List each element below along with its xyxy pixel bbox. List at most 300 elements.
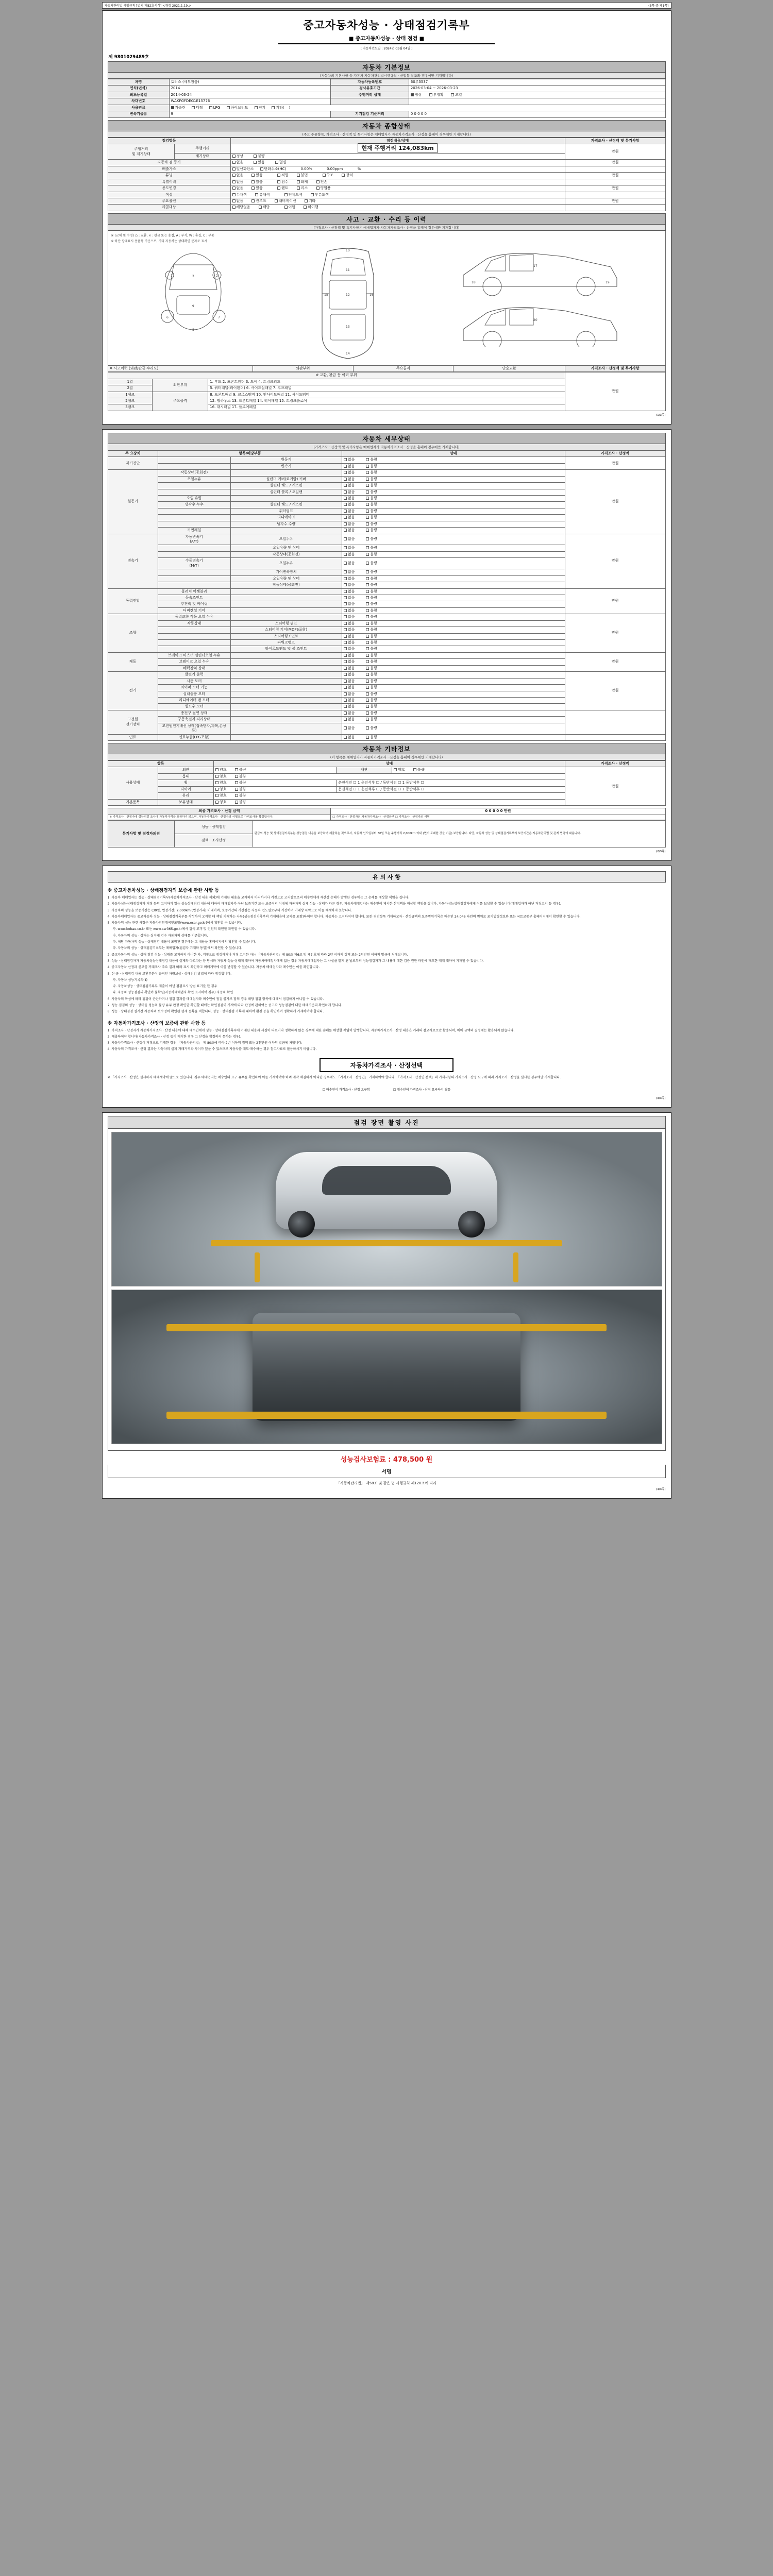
checkbox-bad-1-0[interactable]	[366, 471, 369, 474]
value-usage-change: 없음 있음 렌트 리스 영업용	[230, 185, 565, 192]
detail-state-5-0: 없음 불량	[342, 652, 565, 658]
checkbox-exterior-bad[interactable]	[235, 768, 238, 771]
checkbox-color-achromatic[interactable]	[232, 193, 236, 196]
checkbox-mileage-normal[interactable]	[411, 93, 414, 96]
checkbox-good-6-3[interactable]	[344, 692, 347, 696]
accident-parts-table	[108, 372, 666, 411]
detail-part-2-3: 수동변속기 (M/T)	[158, 558, 230, 569]
price-survey-select-title: 자동차가격조사 · 산정선택	[320, 1058, 453, 1072]
checkbox-special-total-loss[interactable]	[316, 180, 320, 183]
checkbox-bad-2-5[interactable]	[366, 577, 369, 580]
checkbox-good-1-9[interactable]	[344, 529, 347, 532]
detail-subpart-7-2	[230, 723, 342, 734]
page-tag-2: (2/3쪽)	[656, 850, 666, 853]
checkbox-wheel-good[interactable]	[215, 781, 219, 784]
checkbox-bad-1-5[interactable]	[366, 503, 369, 506]
checkbox-bad-6-5[interactable]	[366, 705, 369, 708]
notice-title: 유 의 사 항	[108, 871, 666, 883]
sheet-page-4	[102, 1112, 671, 1499]
checkbox-special-fire[interactable]	[297, 180, 300, 183]
checkbox-glass-good[interactable]	[215, 794, 219, 797]
detail-note-5: 만원	[565, 652, 665, 671]
checkbox-good-1-8[interactable]	[344, 522, 347, 526]
svg-text:19: 19	[605, 280, 610, 284]
row-items-1: 5. 쿼터패널(리어휀더) 6. 사이드실패널 7. 루프패널	[208, 385, 565, 392]
detail-subpart-6-0	[230, 672, 342, 678]
checkbox-emission-co[interactable]	[232, 167, 236, 171]
detail-group-8: 연료	[108, 734, 158, 740]
sheet-page-2	[102, 429, 671, 861]
row-items-0: 1. 후드 2. 프론트휀더 3. 도어 4. 트렁크리드	[208, 379, 565, 385]
detail-group-2: 변속기	[108, 534, 158, 588]
checkbox-fuel-electric[interactable]	[255, 106, 258, 109]
checkbox-fuel-hybrid[interactable]	[227, 106, 230, 109]
part-title: ※ 교환, 판금 등 이력 부위	[108, 372, 565, 379]
checkbox-good-2-4[interactable]	[344, 570, 347, 573]
group-lien: 자동차 검 등기	[108, 160, 230, 166]
checkbox-glass-bad[interactable]	[235, 794, 238, 797]
table-row	[108, 98, 665, 105]
checkbox-interior-bad[interactable]	[413, 768, 416, 771]
detail-state-6-3: 없음 불량	[342, 691, 565, 697]
note-usage-change: 만원	[565, 185, 665, 192]
checkbox-special-yes[interactable]	[251, 180, 255, 183]
detail-subpart-6-2	[230, 685, 342, 691]
detail-note-4: 만원	[565, 614, 665, 653]
col-header-price: 가격조사 · 산정액	[565, 450, 665, 456]
checkbox-fuel-gasoline[interactable]	[171, 106, 174, 109]
other-col-state: 상태	[214, 761, 565, 767]
page-tag-3: (3/3쪽)	[656, 1097, 666, 1100]
sheet-page-3	[102, 866, 671, 1108]
checkbox-bad-1-9[interactable]	[366, 529, 369, 532]
note-recall	[565, 205, 665, 211]
page-title: 중고자동차성능 · 상태점검기록부	[303, 19, 470, 31]
detail-part-2-4	[158, 569, 230, 575]
col-header-major: 주 요장치	[108, 450, 158, 456]
detail-part-3-0: 클러치 어셈블리	[158, 588, 230, 595]
checkbox-bad-2-4[interactable]	[366, 570, 369, 573]
notice-item-2-3: 4. 자동차의 가격조사 · 산정 결과는 자동차의 실제 거래가격과 차이가 있을 수 있으므로 자동차를 매도·매수하는 경우 참고자료로 활용하시기 바랍니다.	[107, 1047, 317, 1052]
group-tuning: 튜닝	[108, 173, 230, 179]
col-header-detail: 점검내용/상태	[230, 138, 565, 144]
detail-subpart-7-1	[230, 717, 342, 723]
notice-item-17: 7. 성능 점검의 성능 · 상태를 성능의 불량 유무 판정 확인한 확인할 때에는 확인점검이 기재에 따라 판정에 관하여는 중고차 성능점검에 대한 매매기준의 확인하게 합니다.	[107, 1004, 343, 1007]
svg-text:11: 11	[345, 268, 350, 272]
checkbox-possession-bad[interactable]	[235, 801, 238, 804]
checkbox-good-5-2[interactable]	[344, 667, 347, 670]
checkbox-gauge-normal[interactable]	[232, 155, 236, 158]
front-view-svg	[147, 244, 240, 337]
section-detail-header: 자동차 세부상태	[108, 433, 666, 444]
signature-row: 서명	[108, 1465, 666, 1478]
checkbox-bad-6-4[interactable]	[366, 699, 369, 702]
checkbox-usage-lease[interactable]	[297, 187, 300, 190]
col-header-state: 상태	[342, 450, 565, 456]
checkbox-interior-good[interactable]	[394, 768, 397, 771]
checkbox-lien-lost[interactable]	[275, 161, 278, 164]
checkbox-good-7-2[interactable]	[344, 726, 347, 730]
checkbox-special-flood[interactable]	[277, 180, 280, 183]
checkbox-tuning-legal[interactable]	[277, 174, 280, 177]
checkbox-tire-good[interactable]	[215, 788, 219, 791]
section-basic-header: 자동차 기본정보	[108, 61, 666, 73]
checkbox-good-2-1[interactable]	[344, 546, 347, 549]
checkbox-good-4-2[interactable]	[344, 628, 347, 631]
final-price-note: ※ 가격조사 · 산정자에 성능점검 조사에 자동차가격을 포함하지 않으며, 자동차가격조사 · 산정자의 서명으로 가격조사를 확정합니다.	[108, 815, 331, 820]
checkbox-good-5-1[interactable]	[344, 660, 347, 663]
checkbox-good-1-5[interactable]	[344, 503, 347, 506]
detail-state-5-1: 없음 불량	[342, 659, 565, 665]
detail-note-7	[565, 710, 665, 734]
notice-section-2-title: ※ 자동차가격조사 · 산정의 보증에 관한 사항 등	[107, 1021, 206, 1026]
checkbox-bad-4-2[interactable]	[366, 628, 369, 631]
checkbox-good-2-3[interactable]	[344, 562, 347, 565]
table-row	[108, 205, 665, 211]
checkbox-usage-yes[interactable]	[251, 187, 255, 190]
other-col-item: 항목	[108, 761, 214, 767]
checkbox-bad-1-8[interactable]	[366, 522, 369, 526]
section-other-header: 자동차 기타정보	[108, 743, 666, 754]
checkbox-bad-0-1[interactable]	[366, 465, 369, 468]
table-row	[108, 588, 665, 595]
legal-footnote: 「자동차관리법」 제58조 및 같은 법 시행규칙 제120조에 따라	[337, 1481, 436, 1486]
car-diagrams	[111, 244, 662, 363]
checkbox-tuning-illegal[interactable]	[297, 174, 300, 177]
checkbox-bad-5-0[interactable]	[366, 654, 369, 657]
remarks-label: 특기사항 및 점검자의견	[108, 820, 175, 847]
detail-part-3-1: 등속조인트	[158, 595, 230, 601]
checkbox-bad-4-0[interactable]	[366, 615, 369, 618]
delivery-date: [ 자동차인도일 : 2024년 03월 04일 ]	[360, 47, 413, 50]
checkbox-color-full-paint[interactable]	[284, 193, 288, 196]
checkbox-bad-5-1[interactable]	[366, 660, 369, 663]
checkbox-emission-hc[interactable]	[260, 167, 263, 171]
checkbox-bad-6-3[interactable]	[366, 692, 369, 696]
label-mileage-state: 주행거리 상태	[331, 92, 409, 98]
checkbox-bad-4-3[interactable]	[366, 635, 369, 638]
checkbox-tuning-yes[interactable]	[251, 174, 255, 177]
checkbox-fuel-diesel[interactable]	[192, 106, 195, 109]
checkbox-good-3-3[interactable]	[344, 609, 347, 612]
svg-text:18: 18	[471, 280, 476, 284]
detail-state-4-5: 없음 불량	[342, 646, 565, 652]
checkbox-bad-2-2[interactable]	[366, 553, 369, 556]
checkbox-good-7-1[interactable]	[344, 718, 347, 721]
checkbox-good-2-0[interactable]	[344, 537, 347, 540]
checkbox-good-5-0[interactable]	[344, 654, 347, 657]
checkbox-good-2-6[interactable]	[344, 583, 347, 586]
checkbox-good-4-0[interactable]	[344, 615, 347, 618]
checkbox-bad-3-2[interactable]	[366, 602, 369, 605]
group-mileage: 주행거리 및 계기상태	[108, 144, 175, 160]
checkbox-bad-2-0[interactable]	[366, 537, 369, 540]
table-row	[108, 192, 665, 198]
notice-item-4: 5. 자동차의 성능 관련 사항은 자동차민원대국민포털(www.ecar.go.kr)에서 확인할 수 있습니다.	[107, 921, 242, 925]
detail-part-2-5	[158, 575, 230, 582]
value-trans: 9	[169, 111, 331, 117]
detail-state-8-0: 없음 불량	[342, 734, 565, 740]
checkbox-good-6-1[interactable]	[344, 680, 347, 683]
row-no-2: 1랭크	[108, 392, 153, 398]
checkbox-bad-7-0[interactable]	[366, 711, 369, 715]
detail-subpart-2-4: 기어변속장치	[230, 569, 342, 575]
row-no-3: 2랭크	[108, 398, 153, 404]
detail-subpart-4-1: 스티어링 펌프	[230, 620, 342, 626]
checkbox-usage-none[interactable]	[232, 187, 236, 190]
detail-part-3-3: 디퍼렌셜 기어	[158, 607, 230, 614]
notice-item-11: 4. 중고자동차 산정과 신고를 거래조사 주요 결과 따라 표시 확인하고 매매계약에 이를 반영할 수 있습니다. 자동차 매매업자와 매수인은 이를 확인합니다.	[107, 965, 320, 970]
checkbox-bad-6-2[interactable]	[366, 686, 369, 689]
detail-part-5-2: 배력장치 상태	[158, 665, 230, 671]
checkbox-bad-8-0[interactable]	[366, 736, 369, 739]
car-photo-window-1	[322, 1166, 451, 1195]
detail-part-0-0	[158, 457, 230, 463]
group-recall: 리콜대상	[108, 205, 230, 211]
table-row	[108, 179, 665, 185]
detail-part-6-2: 와이퍼 모터 기능	[158, 685, 230, 691]
checkbox-bad-1-6[interactable]	[366, 510, 369, 513]
detail-subpart-4-4: 파워크랭크	[230, 640, 342, 646]
checkbox-good-2-2[interactable]	[344, 553, 347, 556]
detail-state-1-5: 없음 불량	[342, 502, 565, 508]
detail-subpart-1-2: 실린더 헤드 / 개스킷	[230, 483, 342, 489]
detail-state-1-9: 없음 불량	[342, 528, 565, 534]
item-wheel: 휠	[158, 780, 213, 786]
checkbox-good-4-3[interactable]	[344, 635, 347, 638]
checkbox-good-6-2[interactable]	[344, 686, 347, 689]
value-std-dist: 0 0 0 0 0	[409, 111, 665, 117]
section-accident-subheader: (가격조사 · 산정액 및 특기사항은 매매업자가 자동차가격조사 · 산정을 홈페이 경우에만 기재합니다)	[108, 225, 666, 231]
detail-state-4-3: 없음 불량	[342, 633, 565, 639]
checkbox-good-4-1[interactable]	[344, 622, 347, 625]
checkbox-wheel-bad[interactable]	[235, 781, 238, 784]
detail-state-7-2: 없음 불량	[342, 723, 565, 734]
checkbox-good-1-6[interactable]	[344, 510, 347, 513]
detail-subpart-1-5: 실린더 헤드 / 개스킷	[230, 502, 342, 508]
checkbox-good-0-0[interactable]	[344, 458, 347, 461]
checkbox-good-1-3[interactable]	[344, 490, 347, 494]
checkbox-option-etc[interactable]	[305, 199, 308, 202]
page-tag-1: (1/3쪽)	[656, 413, 666, 417]
checkbox-good-1-4[interactable]	[344, 497, 347, 500]
side-views-svg	[456, 244, 626, 347]
detail-part-1-5: 냉각수 누수	[158, 502, 230, 508]
checkbox-possession-good[interactable]	[215, 801, 219, 804]
checkbox-bad-1-3[interactable]	[366, 490, 369, 494]
label-reg-no: 자동차등록번호	[331, 79, 409, 86]
car-diagram-top	[312, 244, 384, 363]
checkbox-good-3-0[interactable]	[344, 590, 347, 593]
checkbox-bad-1-4[interactable]	[366, 497, 369, 500]
checkbox-usage-rent[interactable]	[277, 187, 280, 190]
checkbox-lien-yes[interactable]	[254, 161, 257, 164]
checkbox-mileage-inaccurate[interactable]	[429, 93, 432, 96]
note-lien: 만원	[565, 160, 665, 166]
checkbox-color-partial-paint[interactable]	[311, 193, 314, 196]
section-detail-subheader: (가격조사 · 산정액 및 특기사항은 매매업자가 자동차가격조사 · 산정을 홈페이 경우에만 기재합니다)	[108, 444, 666, 450]
detail-part-1-8	[158, 521, 230, 527]
price-survey-yes[interactable]: ☐ 매수인이 가격조사 · 산정 요구함	[322, 1088, 370, 1092]
checkbox-room-good[interactable]	[215, 775, 219, 778]
detail-subpart-4-5: 타이로드엔드 및 볼 조인트	[230, 646, 342, 652]
checkbox-recall-yes[interactable]	[259, 206, 262, 209]
checkbox-recall-done[interactable]	[284, 206, 288, 209]
checkbox-good-3-1[interactable]	[344, 596, 347, 599]
svg-text:12: 12	[345, 293, 350, 297]
section-basic-subheader: (자동차의 기본사항 등 자동차 자동차관리법시행규칙 · 산업통 참조와 경우에만 기재합니다)	[108, 73, 666, 79]
checkbox-special-none[interactable]	[232, 180, 236, 183]
svg-text:7: 7	[218, 315, 221, 319]
accident-right-header: 가격조사 · 산정액 및 특기사항	[565, 365, 665, 371]
label-empty-1	[331, 98, 409, 105]
checkbox-tuning-structure[interactable]	[323, 174, 326, 177]
checkbox-bad-3-0[interactable]	[366, 590, 369, 593]
checkbox-color-chromatic[interactable]	[255, 193, 258, 196]
detail-group-5: 제동	[108, 652, 158, 671]
form-code: 자동차관리법 시행규칙 [별지 제82호서식] <개정 2021.1.19.>	[104, 4, 192, 8]
sheet-page-1	[102, 10, 671, 425]
detail-state-2-4: 없음 불량	[342, 569, 565, 575]
checkbox-option-none[interactable]	[232, 199, 236, 202]
notice-list-secondary	[108, 1028, 666, 1052]
checkbox-bad-1-1[interactable]	[366, 478, 369, 481]
detail-subpart-1-8: 냉각수 수량	[230, 521, 342, 527]
checkbox-bad-0-0[interactable]	[366, 458, 369, 461]
table-row	[108, 144, 665, 154]
checkbox-bad-4-4[interactable]	[366, 641, 369, 644]
checkbox-bad-3-1[interactable]	[366, 596, 369, 599]
checkbox-bad-2-1[interactable]	[366, 546, 369, 549]
detail-part-1-7	[158, 515, 230, 521]
checkbox-fuel-lpg[interactable]	[209, 106, 212, 109]
notice-item-14: 나. 자동차성능 · 상태점검기록부 제출이 아닌 점검표시 방법 표기를 한 경우	[112, 985, 217, 989]
state-room: 양호 불량	[214, 773, 565, 779]
final-price-header: 최종 가격조사 · 산정 금액	[108, 808, 331, 815]
checkbox-exterior-good[interactable]	[215, 768, 219, 771]
checkbox-recall-pending[interactable]	[304, 206, 307, 209]
checkbox-bad-7-2[interactable]	[366, 726, 369, 730]
checkbox-good-6-4[interactable]	[344, 699, 347, 702]
checkbox-bad-4-5[interactable]	[366, 647, 369, 650]
detail-note-1: 만원	[565, 470, 665, 534]
detail-state-7-1: 없음 불량	[342, 717, 565, 723]
checkbox-bad-2-6[interactable]	[366, 583, 369, 586]
detail-state-2-0: 없음 불량	[342, 534, 565, 545]
checkbox-bad-6-0[interactable]	[366, 673, 369, 676]
table-row	[108, 105, 665, 111]
detail-group-1: 원동기	[108, 470, 158, 534]
section-overall-header: 자동차 종합상태	[108, 120, 666, 131]
svg-text:13: 13	[345, 325, 350, 329]
checkbox-bad-6-1[interactable]	[366, 680, 369, 683]
detail-state-6-5: 없음 불량	[342, 704, 565, 710]
table-row	[108, 614, 665, 620]
row-no-1: 2열	[108, 385, 153, 392]
detail-part-7-1: 구동축전지 격리상태	[158, 717, 230, 723]
lift-arm-3	[166, 1412, 607, 1419]
checkbox-bad-7-1[interactable]	[366, 718, 369, 721]
remarks-table	[108, 820, 666, 848]
checkbox-good-4-4[interactable]	[344, 641, 347, 644]
checkbox-good-0-1[interactable]	[344, 465, 347, 468]
checkbox-recall-na[interactable]	[232, 206, 236, 209]
checkbox-good-1-1[interactable]	[344, 478, 347, 481]
group-color: 색상	[108, 192, 230, 198]
checkbox-option-sunroof[interactable]	[251, 199, 255, 202]
detail-part-6-0: 발전기 출력	[158, 672, 230, 678]
checkbox-bad-3-3[interactable]	[366, 609, 369, 612]
checkbox-bad-1-2[interactable]	[366, 484, 369, 487]
value-empty-1	[409, 98, 665, 105]
checkbox-good-1-7[interactable]	[344, 516, 347, 519]
detail-part-2-1	[158, 545, 230, 551]
checkbox-mileage-oil[interactable]	[451, 93, 454, 96]
row-gauge-label: 계기상태	[175, 153, 230, 159]
row-items-2: 8. 프론트패널 9. 크로스멤버 10. 인사이드패널 11. 사이드멤버	[208, 392, 565, 398]
section-other-subheader: (이 항목은 매매업자가 자동차가격조사 · 산정을 홈페이 경우에만 기재합니다)	[108, 754, 666, 760]
car-diagram-front	[147, 244, 240, 337]
detail-subpart-5-2	[230, 665, 342, 671]
checkbox-usage-business[interactable]	[316, 187, 320, 190]
detail-group-0: 자기진단	[108, 457, 158, 470]
checkbox-good-7-0[interactable]	[344, 711, 347, 715]
checkbox-bad-2-3[interactable]	[366, 562, 369, 565]
detail-state-3-2: 없음 불량	[342, 601, 565, 607]
checkbox-bad-4-1[interactable]	[366, 622, 369, 625]
checkbox-tuning-device[interactable]	[342, 174, 345, 177]
checkbox-gauge-bad[interactable]	[254, 155, 257, 158]
detail-note-0: 만원	[565, 457, 665, 470]
checkbox-fuel-etc[interactable]	[272, 106, 275, 109]
group-basic-items: 기본품목	[108, 799, 158, 805]
checkbox-good-2-5[interactable]	[344, 577, 347, 580]
checkbox-good-6-0[interactable]	[344, 673, 347, 676]
detail-state-1-8: 없음 불량	[342, 521, 565, 527]
value-color: 무채색 유채색 전체도색 부분도색	[230, 192, 565, 198]
checkbox-tuning-none[interactable]	[232, 174, 236, 177]
checkbox-good-4-5[interactable]	[344, 647, 347, 650]
detail-subpart-0-1: 변속기	[230, 463, 342, 469]
checkbox-good-3-2[interactable]	[344, 602, 347, 605]
checkbox-good-1-2[interactable]	[344, 484, 347, 487]
checkbox-bad-1-7[interactable]	[366, 516, 369, 519]
value-special-history: 없음 있음 침수 화재 전손	[230, 179, 565, 185]
checkbox-tire-bad[interactable]	[235, 788, 238, 791]
price-survey-no[interactable]: ☐ 매수인이 가격조사 · 산정 요구하지 않음	[393, 1088, 451, 1092]
checkbox-lien-none[interactable]	[232, 161, 236, 164]
detail-part-1-9: 커먼레일	[158, 528, 230, 534]
checkbox-good-6-5[interactable]	[344, 705, 347, 708]
value-car-name: 토러스 (세부참음)	[169, 79, 331, 86]
detail-subpart-3-2	[230, 601, 342, 607]
notice-item-2-2: 3. 자동차가격조사 · 산정이 거짓으로 기재한 경우 「자동차관리법」 제 80조에 따라 2년 이하의 징역 또는 2천만원 이하의 벌금에 처합니다.	[107, 1041, 303, 1045]
checkbox-bad-5-2[interactable]	[366, 667, 369, 670]
checkbox-option-navigation[interactable]	[275, 199, 278, 202]
tire-positions: 운전석전 ☐ 1 운전석후 ☐ / 동반석전 ☐ 1 동반석후 ☐	[337, 786, 565, 792]
notice-item-16: 6. 자동차의 특성에 따라 점검이 곤란하거나 점검 결과를 매매업자와 매수인이 점검 불가로 합의 경우 해당 점검 항목에 대해서 점검하지 아니할 수 있습니다.	[107, 997, 324, 1001]
table-row	[108, 815, 665, 820]
svg-text:1: 1	[171, 274, 173, 278]
checkbox-good-1-0[interactable]	[344, 471, 347, 474]
notice-item-10: 3. 성능 · 상태점검자가 자동차성능상태점검 내용이 실제와 다르다는 등 당시와 자동차 성능·상태에 대하여 자동차매매업자에게 없는 경우 자동차매매업자는 그 사실을 알게 된 날로부터 성능점검자가 그 내용에 대한 검증 권한 라인에 매도한 매매 대하여 기재할 수 있습니다.	[107, 959, 484, 963]
detail-subpart-6-3	[230, 691, 342, 697]
checkbox-good-8-0[interactable]	[344, 736, 347, 739]
final-price-table	[108, 808, 666, 820]
detail-subpart-1-7: 라디에이터	[230, 515, 342, 521]
note-special-history	[565, 179, 665, 185]
checkbox-room-bad[interactable]	[235, 775, 238, 778]
